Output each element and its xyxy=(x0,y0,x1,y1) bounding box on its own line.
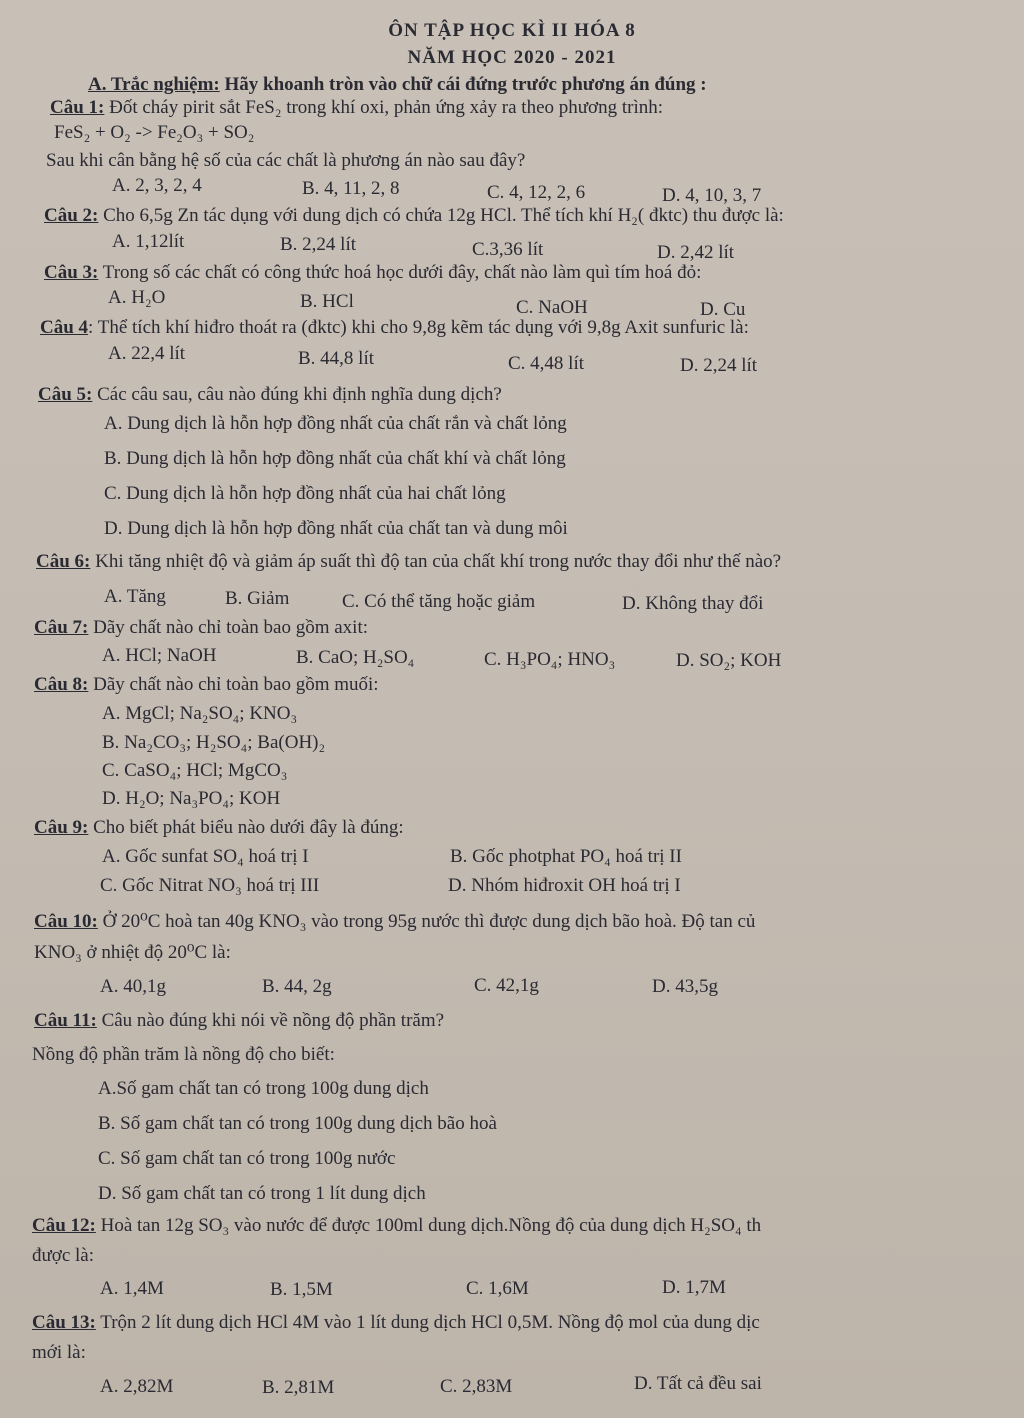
question-11 xyxy=(34,1010,444,1032)
option-a[interactable]: A. Tăng xyxy=(104,586,166,607)
question-6 xyxy=(36,551,781,573)
option-c[interactable]: C. NaOH xyxy=(516,297,588,318)
option-b[interactable]: B. 2,81M xyxy=(262,1377,335,1398)
option-d[interactable]: D. Dung dịch là hỗn hợp đồng nhất của chất tan và dung môi xyxy=(104,518,568,539)
option-a[interactable]: A. 1,12lít xyxy=(112,231,185,252)
question-2 xyxy=(44,205,784,227)
question-text: Cho biết phát biểu nào dưới đây là đúng: xyxy=(88,817,404,838)
option-c[interactable]: C. 2,83M xyxy=(440,1376,513,1397)
question-text: Khi tăng nhiệt độ và giảm áp suất thì độ tan của chất khí trong nước thay đổi như thế nào? xyxy=(90,551,782,572)
option-d[interactable]: D. Không thay đổi xyxy=(622,593,764,614)
option-b[interactable]: B. 44, 2g xyxy=(262,976,332,997)
question-1 xyxy=(50,97,663,119)
option-c[interactable]: C. 1,6M xyxy=(466,1278,529,1299)
option-a[interactable]: A.Số gam chất tan có trong 100g dung dịch xyxy=(98,1078,429,1099)
option-c[interactable]: C. CaSO₄; HCl; MgCO₃ xyxy=(102,760,288,781)
option-b[interactable]: B. 44,8 lít xyxy=(298,348,375,369)
school-year: NĂM HỌC 2020 - 2021 xyxy=(407,47,617,68)
option-d[interactable]: D. 2,24 lít xyxy=(680,355,758,376)
question-10 xyxy=(34,910,755,933)
option-d[interactable]: D. Cu xyxy=(700,299,746,320)
question-label: Câu 3: xyxy=(44,262,99,283)
question-text: Trộn 2 lít dung dịch HCl 4M vào 1 lít dung dịch HCl 0,5M. Nồng độ mol của dung dịc xyxy=(95,1312,760,1333)
section-label: A. Trắc nghiệm: xyxy=(88,74,220,95)
question-text: Đốt cháy pirit sắt FeS₂ trong khí oxi, phản ứng xảy ra theo phương trình: xyxy=(104,97,664,118)
question-text: Hoà tan 12g SO₃ vào nước để được 100ml dung dịch.Nồng độ của dung dịch H₂SO₄ th xyxy=(95,1215,762,1236)
option-c[interactable]: C. Có thể tăng hoặc giảm xyxy=(342,591,536,612)
worksheet-title: ÔN TẬP HỌC KÌ II HÓA 8 xyxy=(388,20,636,41)
question-4 xyxy=(40,317,749,339)
equation: FeS₂ + O₂ -> Fe₂O₃ + SO₂ xyxy=(54,122,255,143)
question-3 xyxy=(44,262,701,284)
question-label: Câu 11: xyxy=(34,1010,97,1031)
question-8 xyxy=(34,674,379,696)
option-a[interactable]: A. 40,1g xyxy=(100,976,166,997)
option-a[interactable]: A. HCl; NaOH xyxy=(102,645,217,666)
option-d[interactable]: D. Tất cả đều sai xyxy=(634,1373,762,1394)
option-a[interactable]: A. 22,4 lít xyxy=(108,343,186,364)
option-b[interactable]: B. CaO; H₂SO₄ xyxy=(296,647,415,668)
question-text: Câu nào đúng khi nói về nồng độ phần trăm? xyxy=(96,1010,445,1031)
question-label: Câu 10: xyxy=(34,911,98,932)
question-label: Câu 8: xyxy=(34,674,89,695)
option-b[interactable]: B. 1,5M xyxy=(270,1279,333,1300)
option-c[interactable]: C. 4, 12, 2, 6 xyxy=(487,182,586,203)
option-d[interactable]: D. Số gam chất tan có trong 1 lít dung dịch xyxy=(98,1183,426,1204)
question-label: Câu 2: xyxy=(44,205,99,226)
option-c[interactable]: C. 42,1g xyxy=(474,975,539,996)
question-label: Câu 7: xyxy=(34,617,89,638)
question-label: Câu 12: xyxy=(32,1215,96,1236)
question-text: Dãy chất nào chỉ toàn bao gồm muối: xyxy=(88,674,379,695)
instructions-text: Hãy khoanh tròn vào chữ cái đứng trước phương án đúng : xyxy=(219,74,707,95)
option-d[interactable]: D. Nhóm hiđroxit OH hoá trị I xyxy=(448,875,681,896)
question-13 xyxy=(32,1312,760,1334)
question-text: Ở 20⁰C hoà tan 40g KNO₃ vào trong 95g nước thì được dung dịch bão hoà. Độ tan củ xyxy=(97,911,756,932)
question-label: Câu 5: xyxy=(38,384,93,405)
option-d[interactable]: D. H₂O; Na₃PO₄; KOH xyxy=(102,788,281,809)
option-b[interactable]: B. Giảm xyxy=(225,588,290,609)
option-c[interactable]: C. 4,48 lít xyxy=(508,353,585,374)
option-b[interactable]: B. Dung dịch là hỗn hợp đồng nhất của chất khí và chất lỏng xyxy=(104,448,566,469)
option-c[interactable]: C. H₃PO₄; HNO₃ xyxy=(484,649,616,670)
question-text-continued: được là: xyxy=(32,1245,95,1266)
question-9 xyxy=(34,817,404,839)
option-a[interactable]: A. 1,4M xyxy=(100,1278,164,1299)
option-c[interactable]: C. Gốc Nitrat NO₃ hoá trị III xyxy=(100,875,320,896)
option-d[interactable]: D. 4, 10, 3, 7 xyxy=(662,185,762,206)
question-label: Câu 1: xyxy=(50,97,105,118)
option-a[interactable]: A. MgCl; Na₂SO₄; KNO₃ xyxy=(102,703,298,724)
option-b[interactable]: B. 4, 11, 2, 8 xyxy=(302,178,400,199)
option-b[interactable]: B. Gốc photphat PO₄ hoá trị II xyxy=(450,846,682,867)
option-a[interactable]: A. H₂O xyxy=(108,287,166,308)
question-label: Câu 13: xyxy=(32,1312,96,1333)
question-text-continued: KNO₃ ở nhiệt độ 20⁰C là: xyxy=(34,942,231,963)
option-d[interactable]: D. 43,5g xyxy=(652,976,718,997)
instructions xyxy=(88,74,707,96)
option-a[interactable]: A. 2,82M xyxy=(100,1376,174,1397)
question-5 xyxy=(38,384,502,406)
question-label: Câu 4 xyxy=(40,317,89,338)
question-text: Các câu sau, câu nào đúng khi định nghĩa dung dịch? xyxy=(92,384,502,405)
option-d[interactable]: D. 2,42 lít xyxy=(657,242,735,263)
question-text: Dãy chất nào chỉ toàn bao gồm axit: xyxy=(88,617,369,638)
question-text-continued: Nồng độ phần trăm là nồng độ cho biết: xyxy=(32,1044,335,1065)
option-b[interactable]: B. HCl xyxy=(300,291,354,312)
question-text-continued: mới là: xyxy=(32,1342,86,1363)
question-12 xyxy=(32,1215,761,1237)
option-a[interactable]: A. Dung dịch là hỗn hợp đồng nhất của chất rắn và chất lỏng xyxy=(104,413,567,434)
option-c[interactable]: C.3,36 lít xyxy=(472,239,544,260)
question-text: : Thể tích khí hiđro thoát ra (đktc) khi cho 9,8g kẽm tác dụng với 9,8g Axit sunfuric là: xyxy=(88,317,749,338)
question-text: Trong số các chất có công thức hoá học dưới đây, chất nào làm quì tím hoá đỏ: xyxy=(98,262,702,283)
question-label: Câu 9: xyxy=(34,817,89,838)
question-text-continued: Sau khi cân bằng hệ số của các chất là phương án nào sau đây? xyxy=(46,150,526,171)
option-c[interactable]: C. Số gam chất tan có trong 100g nước xyxy=(98,1148,396,1169)
option-b[interactable]: B. Na₂CO₃; H₂SO₄; Ba(OH)₂ xyxy=(102,732,326,753)
option-d[interactable]: D. 1,7M xyxy=(662,1277,726,1298)
option-c[interactable]: C. Dung dịch là hỗn hợp đồng nhất của hai chất lỏng xyxy=(104,483,506,504)
option-d[interactable]: D. SO₂; KOH xyxy=(676,650,782,671)
question-7 xyxy=(34,617,368,639)
question-label: Câu 6: xyxy=(36,551,91,572)
option-b[interactable]: B. Số gam chất tan có trong 100g dung dịch bão hoà xyxy=(98,1113,497,1134)
option-b[interactable]: B. 2,24 lít xyxy=(280,234,357,255)
option-a[interactable]: A. Gốc sunfat SO₄ hoá trị I xyxy=(102,846,309,867)
question-text: Cho 6,5g Zn tác dụng với dung dịch có chứa 12g HCl. Thể tích khí H₂( đktc) thu được là: xyxy=(98,205,784,226)
option-a[interactable]: A. 2, 3, 2, 4 xyxy=(112,175,202,196)
